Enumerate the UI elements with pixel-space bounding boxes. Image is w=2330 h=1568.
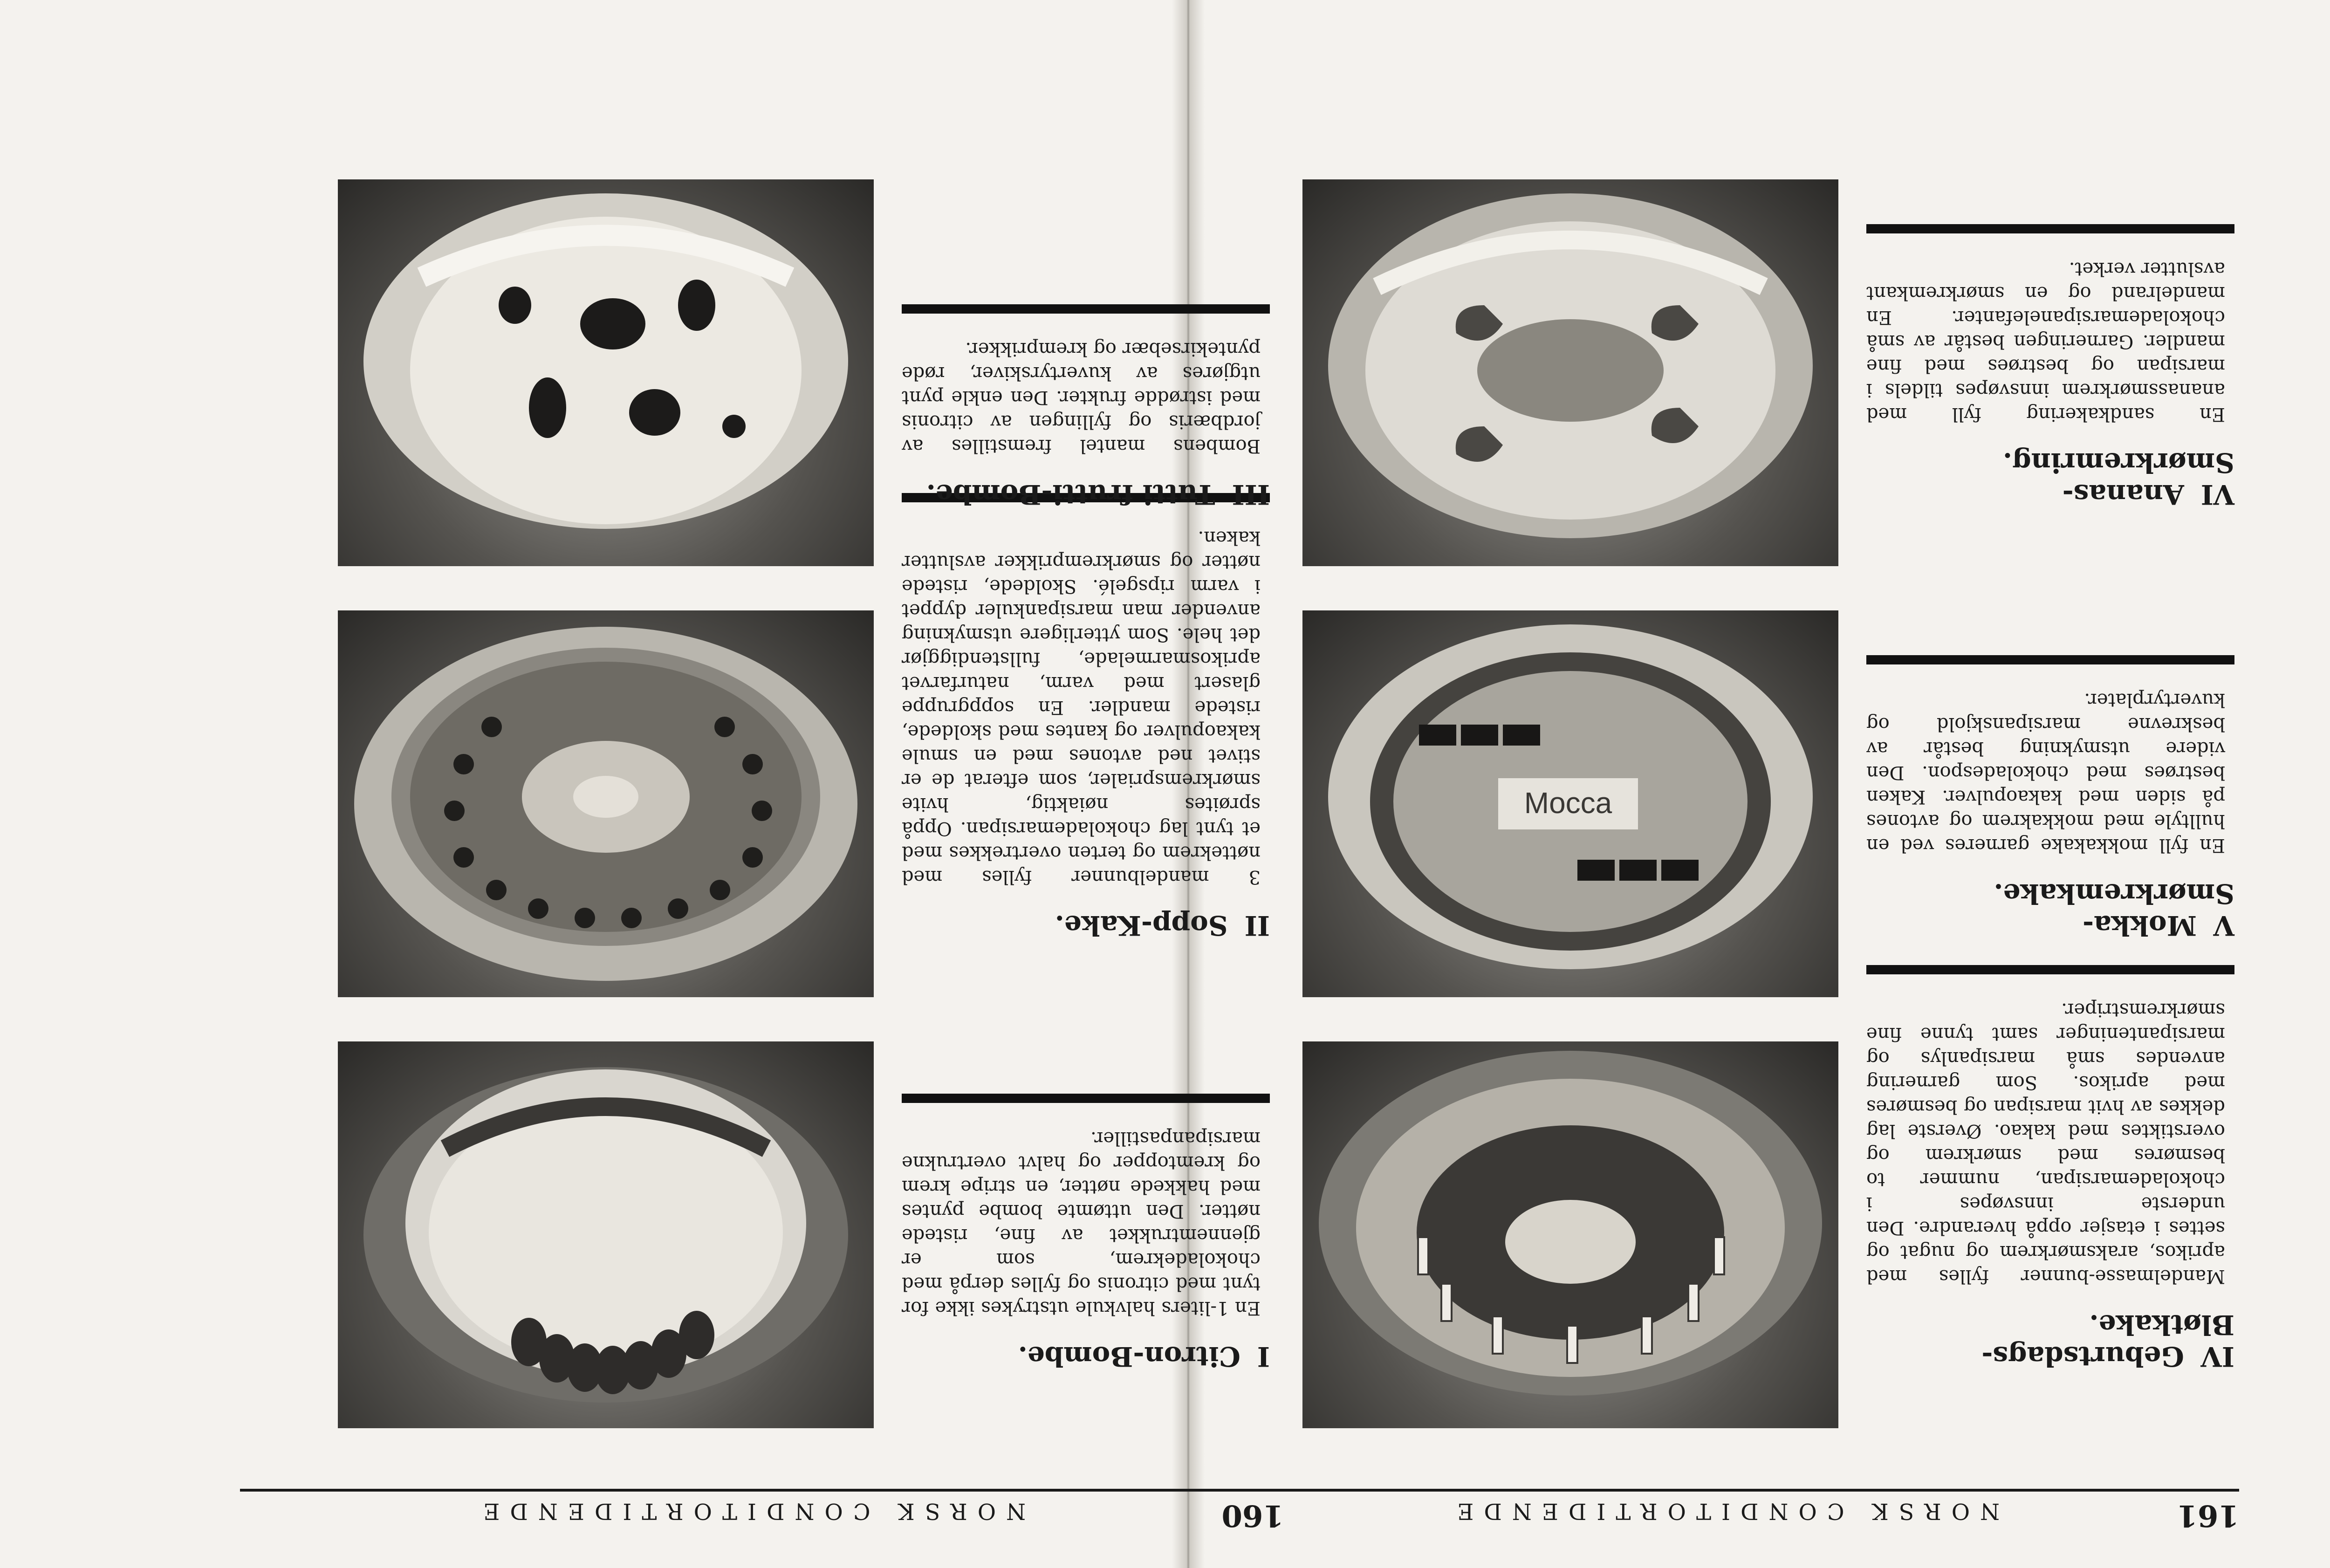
recipe-text <box>902 493 1270 997</box>
recipe-numeral: VI <box>2200 479 2234 510</box>
recipe-numeral: II <box>1244 910 1270 941</box>
cake-photo-geburtsdags-blotkake <box>1302 1041 1838 1428</box>
recipe-citron-bombe <box>338 1027 1270 1428</box>
recipe-title <box>1866 1309 2234 1372</box>
recipe-text <box>902 1094 1270 1428</box>
recipe-body: 3 mandelbunner fylles med nøttekrem og terten overtrekkes med et tynt lag chokolademarsipan. Oppå sprøites nøiaktig, hvite smørkremsprialer, som efterat de er stivet ned avtones med en smule kakaopulver og kantes med skoldede, ristede mandler. En soppgruppe glasert med varm, naturfarvet aprikosmarmelade, fullstendiggjør det hele. Som ytterligere utsmykning anvender man marsipankuler dyppet i varm ripsgelé. Skoldede, ristede nøtter og smørkremprikker avslutter kaken. <box>902 527 1261 888</box>
cake-photo-citron-bombe <box>338 1041 874 1428</box>
recipe-text <box>902 304 1270 566</box>
running-head-right <box>1233 1489 2239 1531</box>
recipe-title <box>1866 878 2234 941</box>
section-rule <box>902 304 1270 314</box>
section-rule <box>902 1094 1270 1103</box>
recipe-name: Citron-Bombe. <box>1018 1341 1240 1372</box>
section-rule <box>1866 655 2234 664</box>
recipe-title <box>902 479 1270 510</box>
recipe-text <box>1866 224 2234 566</box>
recipe-geburtsdags-blotkake <box>1302 999 2234 1428</box>
recipe-text <box>1866 965 2234 1428</box>
recipe-body: En sandkakering fyll med ananassmørkrem innsvøpes tildels i marsipan og bestrøes med fine mandler. Garneringen består av små chokolademarsipanelefanter. En mandelrand og en smørkremkant avslutter verket. <box>1866 258 2225 425</box>
recipe-body: En fyll mokkakake garneres ved en hulltyle med mokkakrem og avtones på siden med kakaopulver. Kaken bestrøes med chokoladespon. Den videre utsmykning består av beskrevne marsipanskjold og kuvertyrplater. <box>1866 689 2225 856</box>
recipe-title <box>1866 447 2234 510</box>
cake-photo-sopp-kake <box>338 610 874 997</box>
journal-title: NORSK CONDITORTIDENDE <box>473 1498 1026 1524</box>
cake-photo-mokka-smorkremkake <box>1302 610 1838 997</box>
cake-photo-ananas-smorkremring <box>1302 179 1838 566</box>
recipe-numeral: V <box>2213 910 2234 941</box>
page-number: 161 <box>2177 1498 2239 1533</box>
recipe-numeral: III <box>1232 479 1270 510</box>
recipe-numeral: I <box>1257 1341 1270 1372</box>
recipe-name: Tutti frutti-Bombe. <box>926 479 1215 510</box>
recipe-name: Ananas-Smørkremring. <box>2002 447 2234 510</box>
recipe-body: Bombens mantel fremstilles av jordbæris og fyllingen av citronis med istrødde frukter. Den enkle pynt utgjøres av kuvertyrskiver, røde pyntekirsebær og kremprikker. <box>902 338 1261 457</box>
page-number: 160 <box>1221 1498 1284 1533</box>
running-head-left <box>240 1489 1284 1531</box>
recipe-sopp-kake <box>338 527 1270 997</box>
recipe-ananas-smorkremring <box>1302 165 2234 566</box>
cake-photo-tutti-frutti-bombe <box>338 179 874 566</box>
recipe-numeral: IV <box>2200 1341 2234 1372</box>
recipe-tutti-frutti-bombe <box>338 165 1270 566</box>
recipe-title <box>902 1341 1270 1372</box>
recipe-name: Mokka-Smørkremkake. <box>1994 878 2234 941</box>
section-rule <box>1866 224 2234 233</box>
recipe-name: Geburtsdags-Bløtkake. <box>1981 1309 2234 1372</box>
recipe-name: Sopp-Kake. <box>1055 910 1228 941</box>
recipe-body: En 1-liters halvkule utstrykes ikke for tynt med citronis og fylles derpå med chokoladekrem, som er gjennemtrukket av fine, ristede nøtter. Den uttømte bombe pyntes med hakkede nøtter, en stripe krem og kremtopper og halvt overtrukne marsipanpastiller. <box>902 1128 1261 1319</box>
journal-title: NORSK CONDITORTIDENDE <box>1447 1498 2000 1524</box>
recipe-body: Mandelmasse-bunner fylles med aprikos, araksmørkrem og nugat og settes i etasjer oppå hverandre. Den underste innsvøpes i chokolademarsipan, nummer to besmøres med smørkrem og overstiktes med kakao. Øverste lag dekkes av hvit marsipan og besmøres med aprikos. Som garnering anvendes små marsipanlys og marsipanteninger samt tynne fine smørkremstriper. <box>1866 999 2225 1287</box>
recipe-mokka-smorkremkake <box>1302 596 2234 997</box>
recipe-title <box>902 910 1270 941</box>
mocca-plaque: Mocca <box>1524 786 1612 820</box>
recipe-text <box>1866 655 2234 997</box>
